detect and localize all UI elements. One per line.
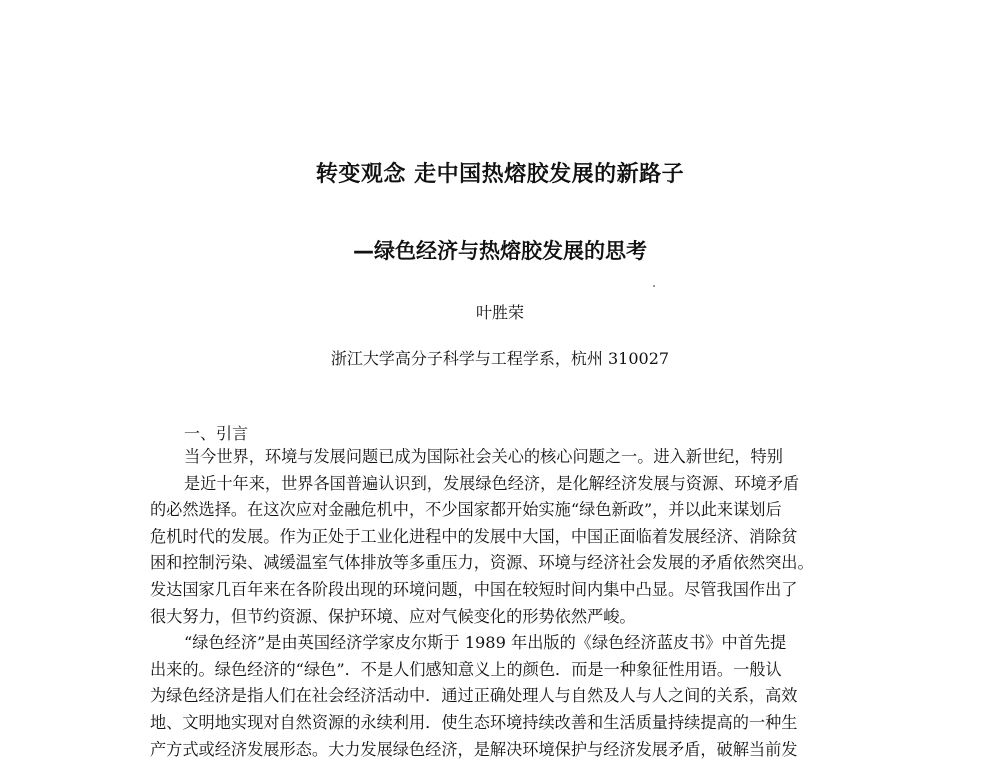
section-heading: 一、引言	[184, 424, 249, 443]
body-line: 是近十年来，世界各国普遍认识到，发展绿色经济，是化解经济发展与资源、环境矛盾	[184, 473, 800, 493]
body-line: 困和控制污染、减缓温室气体排放等多重压力，资源、环境与经济社会发展的矛盾依然突出。	[150, 553, 814, 573]
body-line: 出来的。绿色经济的“绿色”．不是人们感知意义上的颜色．而是一种象征性用语。一般认	[150, 659, 782, 679]
body-text	[150, 444, 850, 759]
paper-title: 转变观念 走中国热熔胶发展的新路子	[315, 162, 685, 187]
body-line: 产方式或经济发展形态。大力发展绿色经济，是解决环境保护与经济发展矛盾，破解当前发	[150, 739, 798, 759]
paper-subtitle: —绿色经济与热熔胶发展的思考	[353, 239, 647, 263]
body-line: 当今世界，环境与发展问题已成为国际社会关心的核心问题之一。进入新世纪，特别	[184, 447, 783, 466]
author-name: 叶胜荣	[475, 303, 524, 322]
body-line: 发达国家几百年来在各阶段出现的环境问题，中国在较短时间内集中凸显。尽管我国作出了	[150, 579, 798, 599]
scan-speck	[653, 285, 655, 287]
body-line: 地、文明地实现对自然资源的永续利用．使生态环境持续改善和生活质量持续提高的一种生	[150, 712, 798, 732]
body-line: 危机时代的发展。作为正处于工业化进程中的发展中大国，中国正面临着发展经济、消除贫	[150, 526, 798, 546]
body-line: “绿色经济”是由英国经济学家皮尔斯于 1989 年出版的《绿色经济蓝皮书》中首先提	[184, 633, 787, 653]
body-line: 的必然选择。在这次应对金融危机中，不少国家都开始实施“绿色新政”，并以此来谋划后	[150, 500, 782, 520]
body-line: 很大努力，但节约资源、保护环境、应对气候变化的形势依然严峻。	[150, 606, 636, 626]
author-affiliation: 浙江大学高分子科学与工程学系，杭州 310027	[330, 349, 670, 368]
body-line: 为绿色经济是指人们在社会经济活动中．通过正确处理人与自然及人与人之间的关系，高效	[150, 686, 798, 706]
